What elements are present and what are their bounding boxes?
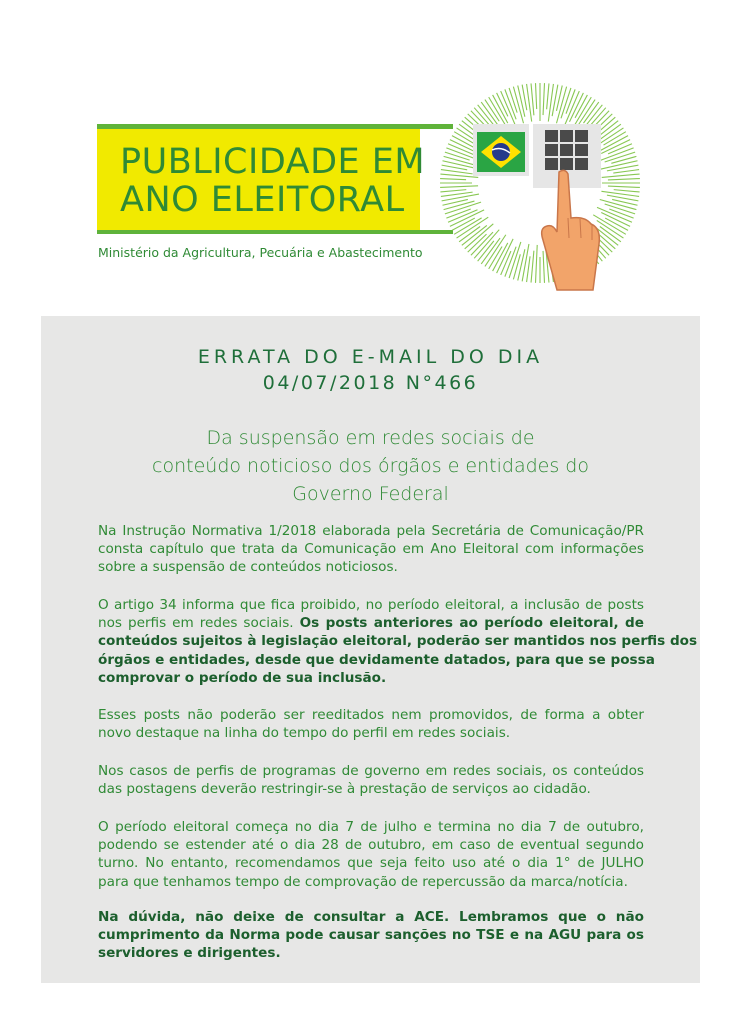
- title-banner: [97, 129, 426, 230]
- paragraph-line: sobre a suspensão de conteúdos noticiosos.: [98, 559, 398, 576]
- sunburst-ray: [444, 156, 475, 165]
- subtitle-line-3: Governo Federal: [292, 483, 449, 505]
- election-emblem: [435, 68, 645, 298]
- sunburst-ray: [527, 84, 532, 122]
- ministry-name: Ministério da Agricultura, Pecuária e Abastecimento: [98, 245, 423, 260]
- paragraph-line-mixed: [98, 614, 644, 632]
- paragraph-bold-line: comprovar o período de sua inclusão.: [98, 669, 387, 686]
- errata-date-number: 04/07/2018 N°466: [262, 372, 479, 394]
- paragraph-line: das postagens deverão restringir-se à prestação de serviços ao cidadão.: [98, 781, 591, 798]
- paragraph-bold-line: servidores e dirigentes.: [98, 945, 281, 962]
- paragraph-line: para que tenhamos tempo de comprovação de repercussão da marca/notícia.: [98, 873, 628, 890]
- paragraph-line: O artigo 34 informa que fica proibido, no período eleitoral, a inclusão de posts: [98, 597, 644, 613]
- sunburst-ray: [527, 256, 530, 282]
- errata-panel: [41, 316, 700, 983]
- sunburst-ray: [543, 83, 544, 115]
- paragraph-6-warning: [98, 908, 644, 963]
- sunburst-ray: [536, 245, 538, 283]
- sunburst-ray: [609, 209, 633, 218]
- sunburst-ray: [614, 190, 640, 192]
- paragraph-text: nos perfis em redes sociais.: [98, 615, 294, 632]
- paragraph-line: O período eleitoral começa no dia 7 de julho e termina no dia 7 de outubro,: [98, 819, 644, 835]
- sunburst-ray: [440, 186, 478, 188]
- paragraph-3: [98, 706, 644, 742]
- sunburst-ray: [440, 190, 466, 192]
- sunburst-ray: [454, 218, 481, 234]
- sunburst-ray: [536, 83, 537, 109]
- errata-title: ERRATA DO E-MAIL DO DIA: [197, 346, 544, 368]
- sunburst-ray: [446, 209, 470, 218]
- sunburst-ray: [608, 179, 640, 180]
- paragraph-bold-line: conteúdos sujeitos à legislação eleitoral, poderão ser mantidos nos perfis dos: [98, 633, 698, 650]
- banner-title-line-2: ANO ELEITORAL: [120, 180, 405, 220]
- sunburst-ray: [440, 174, 478, 177]
- banner-title-line-1: PUBLICIDADE EM: [120, 142, 426, 182]
- sunburst-ray: [608, 186, 640, 187]
- paragraph-bold-line: Na dúvida, não deixe de consultar a ACE. Lembramos que o não: [98, 909, 644, 925]
- paragraph-5: [98, 818, 644, 891]
- paragraph-4: [98, 762, 644, 798]
- sunburst-ray: [602, 174, 640, 177]
- paragraph-line: Na Instrução Normativa 1/2018 elaborada pela Secretária de Comunicação/PR: [98, 523, 644, 539]
- paragraph-line: consta capítulo que trata da Comunicação em Ano Eleitoral com informações: [98, 541, 644, 558]
- sunburst-ray: [441, 170, 473, 174]
- paragraph-bold-text: Os posts anteriores ao período eleitoral, de: [299, 615, 644, 632]
- paragraph-line: turno. No entanto, recomendamos que seja feito uso até o dia 1° de JULHO: [98, 855, 644, 872]
- paragraph-1: [98, 522, 644, 577]
- subtitle-line-2: conteúdo noticioso dos órgãos e entidades do: [152, 455, 589, 477]
- sunburst-ray: [543, 251, 544, 283]
- paragraph-bold-line: órgãos e entidades, desde que devidamente datados, para que se possa: [98, 651, 655, 668]
- sunburst-ray: [440, 179, 466, 180]
- pointing-hand-icon: [542, 170, 600, 290]
- sunburst-ray: [518, 86, 525, 117]
- paragraph-bold-line: cumprimento da Norma pode causar sanções no TSE e na AGU para os: [98, 927, 644, 944]
- sunburst-ray: [518, 249, 525, 280]
- sunburst-ray: [566, 89, 575, 113]
- paragraph-2: [98, 596, 698, 687]
- sunburst-ray: [531, 83, 534, 115]
- sunburst-ray: [445, 152, 470, 160]
- subtitle-line-1: Da suspensão em redes sociais de: [206, 427, 535, 449]
- sunburst-ray: [547, 83, 549, 109]
- paragraph-line: Esses posts não poderão ser reeditados nem promovidos, de forma a obter: [98, 707, 644, 723]
- sunburst-ray: [613, 170, 639, 173]
- sunburst-ray: [509, 88, 517, 113]
- brazil-flag-icon: [473, 124, 529, 176]
- header-bottom-rule: [97, 230, 453, 234]
- paragraph-line: Nos casos de perfis de programas de governo em redes sociais, os conteúdos: [98, 763, 644, 779]
- paragraph-line: novo destaque na linha do tempo do perfil em redes sociais.: [98, 725, 511, 742]
- paragraph-line: podendo se estender até o dia 28 de outubro, em caso de eventual segundo: [98, 837, 644, 854]
- sunburst-ray: [531, 251, 534, 283]
